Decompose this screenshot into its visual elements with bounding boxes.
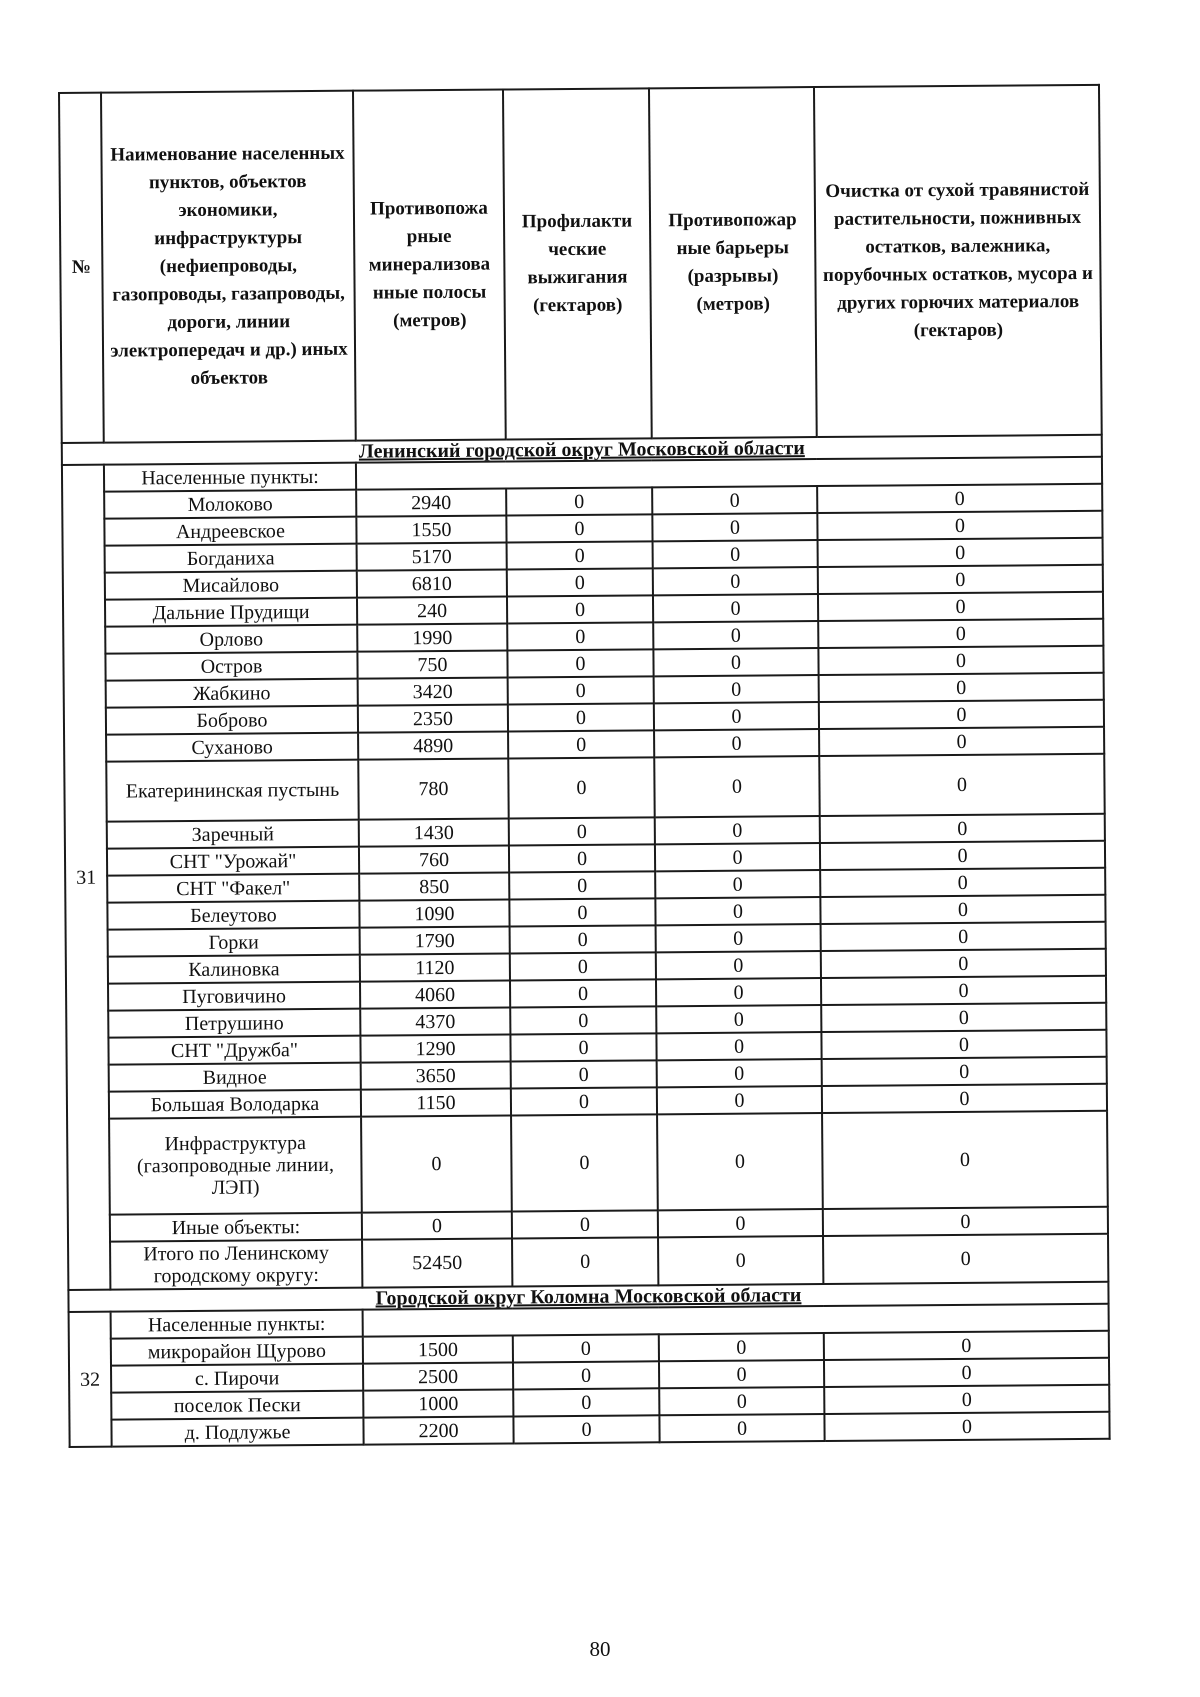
table-header [59,85,1102,443]
locality-strips-cell: 2940 [356,488,506,516]
locality-burning-cell: 0 [507,649,653,677]
locality-name-cell: Молоково [104,490,356,519]
locality-burning-cell: 0 [507,622,653,650]
total-cleaning-cell: 0 [823,1234,1108,1284]
header-number: № [59,93,104,443]
infrastructure-strips-cell: 0 [361,1115,512,1212]
locality-barriers-cell: 0 [654,675,819,703]
locality-name-cell: Екатерининская пустынь [106,760,358,822]
locality-burning-cell: 0 [510,1033,656,1061]
other-objects-burning-cell: 0 [512,1210,658,1238]
locality-cleaning-cell: 0 [821,922,1106,951]
locality-barriers-cell: 0 [653,648,818,676]
group-label: Населенные пункты: [104,463,356,492]
section-title: Городской округ Коломна Московской области [68,1282,1108,1312]
locality-strips-cell: 1000 [363,1389,513,1417]
locality-barriers-cell: 0 [656,951,821,979]
locality-strips-cell: 1550 [356,515,506,543]
locality-strips-cell: 4370 [360,1007,510,1035]
locality-cleaning-cell: 0 [820,814,1105,843]
locality-barriers-cell: 0 [655,843,820,871]
locality-barriers-cell: 0 [656,1005,821,1033]
locality-burning-cell: 0 [510,952,656,980]
locality-cleaning-cell: 0 [821,976,1106,1005]
locality-burning-cell: 0 [513,1334,659,1362]
locality-cleaning-cell: 0 [824,1358,1109,1387]
locality-strips-cell: 5170 [357,542,507,570]
locality-cleaning-cell: 0 [819,673,1104,702]
locality-burning-cell: 0 [509,898,655,926]
locality-name-cell: Пуговичино [108,982,360,1011]
locality-strips-cell: 1290 [360,1034,510,1062]
locality-name-cell: поселок Пески [111,1391,363,1420]
locality-cleaning-cell: 0 [820,841,1105,870]
locality-strips-cell: 6810 [357,569,507,597]
locality-burning-cell: 0 [510,979,656,1007]
locality-strips-cell: 850 [359,872,509,900]
locality-strips-cell: 1090 [359,899,509,927]
locality-strips-cell: 780 [358,758,508,819]
locality-barriers-cell: 0 [654,702,819,730]
locality-burning-cell: 0 [508,757,654,818]
locality-barriers-cell: 0 [655,816,820,844]
infrastructure-barriers-cell: 0 [657,1113,823,1210]
locality-strips-cell: 4060 [360,980,510,1008]
total-barriers-cell: 0 [658,1236,823,1285]
infrastructure-row [67,1111,1108,1215]
locality-barriers-cell: 0 [655,870,820,898]
locality-cleaning-cell: 0 [819,727,1104,756]
locality-name-cell: Заречный [107,820,359,849]
locality-barriers-cell: 0 [656,978,821,1006]
locality-strips-cell: 750 [357,650,507,678]
page-number: 80 [589,1637,611,1661]
locality-cleaning-cell: 0 [818,592,1103,621]
locality-barriers-cell: 0 [655,897,820,925]
locality-burning-cell: 0 [513,1415,659,1443]
locality-cleaning-cell: 0 [821,1003,1106,1032]
total-row [68,1234,1108,1290]
locality-burning-cell: 0 [507,541,653,569]
locality-name-cell: Жабкино [106,679,358,708]
locality-cleaning-cell: 0 [818,646,1103,675]
locality-name-cell: Мисайлово [105,571,357,600]
infrastructure-name-cell: Инфраструктура (газопроводные линии, ЛЭП) [109,1117,362,1215]
section-number: 32 [69,1312,112,1447]
locality-name-cell: Дальние Прудищи [105,598,357,627]
total-strips-cell: 52450 [362,1238,512,1287]
locality-burning-cell: 0 [509,871,655,899]
locality-strips-cell: 240 [357,596,507,624]
locality-burning-cell: 0 [506,514,652,542]
locality-strips-cell: 1500 [363,1335,513,1363]
locality-name-cell: Богданиха [105,544,357,573]
locality-strips-cell: 1150 [361,1088,511,1116]
locality-burning-cell: 0 [513,1388,659,1416]
locality-strips-cell: 2350 [358,704,508,732]
locality-strips-cell: 3420 [358,677,508,705]
locality-cleaning-cell: 0 [824,1385,1109,1414]
locality-burning-cell: 0 [508,676,654,704]
header-name: Наименование населенных пунктов, объектов экономики, инфраструктуры (нефиепроводы, газопроводы, газапроводы, дороги, линии электропередач и др.) иных объектов [101,91,356,443]
locality-burning-cell: 0 [506,487,652,515]
locality-barriers-cell: 0 [657,1086,822,1114]
locality-cleaning-cell: 0 [817,511,1102,540]
locality-strips-cell: 760 [359,845,509,873]
locality-name-cell: Суханово [106,733,358,762]
locality-barriers-cell: 0 [659,1414,824,1442]
locality-burning-cell: 0 [513,1361,659,1389]
locality-cleaning-cell: 0 [821,949,1106,978]
table-row [64,754,1104,822]
locality-strips-cell: 3650 [361,1061,511,1089]
locality-name-cell: Большая Володарка [109,1090,361,1119]
locality-barriers-cell: 0 [652,513,817,541]
locality-cleaning-cell: 0 [819,700,1104,729]
locality-name-cell: Горки [108,928,360,957]
locality-burning-cell: 0 [508,730,654,758]
locality-name-cell: Видное [109,1063,361,1092]
total-burning-cell: 0 [512,1237,658,1286]
locality-barriers-cell: 0 [652,486,817,514]
locality-strips-cell: 1990 [357,623,507,651]
locality-barriers-cell: 0 [659,1387,824,1415]
locality-name-cell: СНТ "Урожай" [107,847,359,876]
locality-cleaning-cell: 0 [817,484,1102,513]
locality-burning-cell: 0 [507,595,653,623]
locality-name-cell: СНТ "Дружба" [108,1036,360,1065]
locality-strips-cell: 4890 [358,731,508,759]
locality-burning-cell: 0 [509,817,655,845]
other-objects-strips-cell: 0 [362,1211,512,1239]
section-number: 31 [62,465,110,1290]
locality-name-cell: микрорайон Щурово [111,1337,363,1366]
other-objects-cleaning-cell: 0 [823,1207,1108,1236]
locality-barriers-cell: 0 [654,729,819,757]
locality-barriers-cell: 0 [653,621,818,649]
locality-name-cell: Остров [105,652,357,681]
locality-strips-cell: 1120 [360,953,510,981]
locality-barriers-cell: 0 [653,594,818,622]
locality-cleaning-cell: 0 [821,1030,1106,1059]
table-body [62,435,1110,1447]
header-strips: Противопожа рные минерализова нные полосы (метров) [353,90,506,441]
locality-burning-cell: 0 [510,925,656,953]
fire-measures-table [58,84,1111,1448]
locality-name-cell: Орлово [105,625,357,654]
locality-burning-cell: 0 [509,844,655,872]
locality-burning-cell: 0 [510,1006,656,1034]
locality-name-cell: Белеутово [107,901,359,930]
header-burning: Профилакти ческие выжигания (гектаров) [503,88,652,439]
locality-cleaning-cell: 0 [824,1331,1109,1360]
locality-cleaning-cell: 0 [822,1084,1107,1113]
locality-cleaning-cell: 0 [818,565,1103,594]
locality-cleaning-cell: 0 [819,754,1104,816]
locality-cleaning-cell: 0 [820,895,1105,924]
locality-name-cell: д. Подлужье [111,1418,363,1447]
locality-barriers-cell: 0 [656,924,821,952]
locality-strips-cell: 1790 [360,926,510,954]
locality-cleaning-cell: 0 [824,1412,1109,1441]
locality-barriers-cell: 0 [653,540,818,568]
locality-name-cell: Калиновка [108,955,360,984]
locality-name-cell: Андреевское [104,517,356,546]
locality-name-cell: с. Пирочи [111,1364,363,1393]
locality-barriers-cell: 0 [659,1333,824,1361]
locality-strips-cell: 2500 [363,1362,513,1390]
locality-strips-cell: 1430 [359,818,509,846]
locality-barriers-cell: 0 [659,1360,824,1388]
header-barriers: Противопожар ные барьеры (разрывы) (метров) [649,87,817,438]
group-label: Населенные пункты: [111,1310,363,1339]
locality-cleaning-cell: 0 [820,868,1105,897]
locality-cleaning-cell: 0 [818,619,1103,648]
header-cleaning: Очистка от сухой травянистой растительности, пожнивных остатков, валежника, порубочных остатков, мусора и других горючих материалов (гектаров) [814,85,1102,437]
total-name-cell: Итого по Ленинскому городскому округу: [110,1240,362,1290]
locality-barriers-cell: 0 [657,1059,822,1087]
locality-name-cell: Боброво [106,706,358,735]
locality-cleaning-cell: 0 [818,538,1103,567]
locality-strips-cell: 2200 [363,1416,513,1444]
locality-burning-cell: 0 [511,1060,657,1088]
locality-cleaning-cell: 0 [822,1057,1107,1086]
locality-name-cell: Петрушино [108,1009,360,1038]
locality-name-cell: СНТ "Факел" [107,874,359,903]
locality-barriers-cell: 0 [656,1032,821,1060]
locality-burning-cell: 0 [507,568,653,596]
infrastructure-burning-cell: 0 [511,1114,658,1211]
other-objects-name-cell: Иные объекты: [110,1213,362,1242]
locality-burning-cell: 0 [511,1087,657,1115]
locality-burning-cell: 0 [508,703,654,731]
other-objects-barriers-cell: 0 [658,1209,823,1237]
section-title: Ленинский городской округ Московской области [62,435,1102,465]
locality-barriers-cell: 0 [653,567,818,595]
locality-barriers-cell: 0 [654,756,819,817]
infrastructure-cleaning-cell: 0 [822,1111,1108,1209]
